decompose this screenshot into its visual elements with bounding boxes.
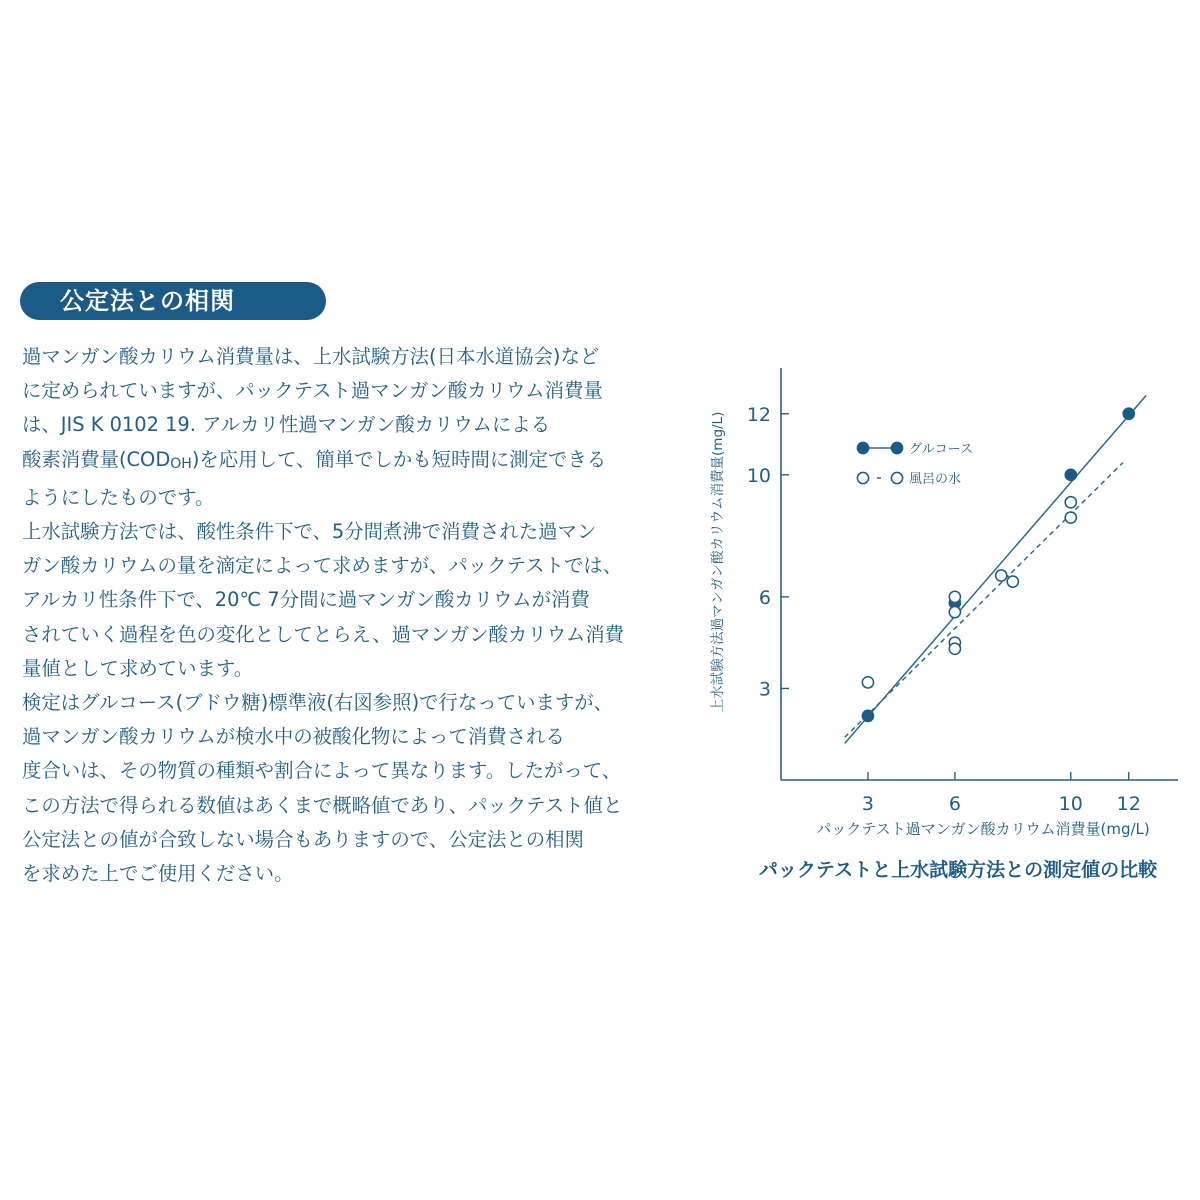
text-line: 検定はグルコース(ブドウ糖)標準液(右図参照)で行なっていますが、: [22, 691, 614, 715]
legend-marker: [857, 472, 868, 483]
data-point-open: [996, 570, 1007, 581]
x-axis-label: パックテスト過マンガン酸カリウム消費量(mg/L): [816, 820, 1150, 838]
data-point-open: [949, 643, 960, 654]
subscript-text: OH: [170, 455, 192, 472]
data-point-open: [862, 677, 873, 688]
text-line: は、JIS K 0102 19. アルカリ性過マンガン酸カリウムによる: [22, 413, 551, 437]
data-point-open: [949, 591, 960, 602]
y-tick-label: 10: [746, 464, 771, 487]
chart-caption: パックテストと上水試験方法との測定値の比較: [758, 859, 1158, 881]
data-point-open: [1007, 576, 1018, 587]
fit-line-dashed: [845, 463, 1123, 738]
x-tick-label: 12: [1116, 793, 1141, 815]
text-line: 過マンガン酸カリウムが検水中の被酸化物によって消費される: [22, 725, 565, 749]
text-fragment: 酸素消費量(COD: [22, 447, 171, 471]
section-title: 公定法との相関: [20, 282, 326, 320]
chart-ticks: [747, 404, 1141, 815]
legend-label: グルコース: [909, 442, 973, 457]
data-point-filled: [862, 710, 873, 721]
text-line: 公定法との値が合致しない場合もありますので、公定法との相関: [22, 827, 584, 851]
data-point-open: [949, 607, 960, 618]
data-point-filled: [1123, 408, 1134, 419]
legend-marker: [891, 472, 902, 483]
text-line: されていく過程を色の変化としてとらえ、過マンガン酸カリウム消費: [22, 622, 625, 646]
text-line: を求めた上でご使用ください。: [22, 862, 294, 886]
x-tick-label: 3: [861, 793, 874, 815]
y-tick-label: 6: [758, 586, 771, 609]
text-line: 度合いは、その物質の種類や割合によって異なります。したがって、: [22, 759, 622, 783]
text-line: 量値として求めています。: [22, 656, 254, 680]
legend-label: 風呂の水: [909, 472, 962, 487]
text-line: この方法で得られる数値はあくまで概略値であり、パックテスト値と: [22, 793, 623, 817]
text-line: ガン酸カリウムの量を滴定によって求めますが、パックテストでは、: [22, 554, 623, 578]
x-tick-label: 6: [948, 793, 961, 815]
text-line: に定められていますが、パックテスト過マンガン酸カリウム消費量: [22, 379, 603, 403]
y-tick-label: 3: [758, 678, 771, 701]
data-point-open: [1065, 497, 1076, 508]
y-tick-label: 12: [746, 403, 771, 426]
text-line: アルカリ性条件下で、20℃ 7分間に過マンガン酸カリウムが消費: [22, 588, 590, 612]
text-line: ようにしたものです。: [22, 485, 215, 509]
legend-marker: [857, 442, 868, 453]
text-line: 過マンガン酸カリウム消費量は、上水試験方法(日本水道協会)など: [22, 345, 600, 368]
legend-marker: [891, 442, 902, 453]
text-line: 上水試験方法では、酸性条件下で、5分間煮沸で消費された過マン: [22, 520, 597, 544]
data-point-open: [1065, 512, 1076, 523]
y-axis-label: 上水試験方法過マンガン酸カリウム消費量(mg/L): [710, 411, 726, 713]
chart-axes: [781, 368, 1178, 780]
data-point-filled: [1065, 469, 1076, 480]
text-fragment: )を応用して、簡単でしかも短時間に測定できる: [191, 447, 607, 471]
x-tick-label: 10: [1058, 793, 1083, 815]
chart-legend: [857, 442, 973, 487]
